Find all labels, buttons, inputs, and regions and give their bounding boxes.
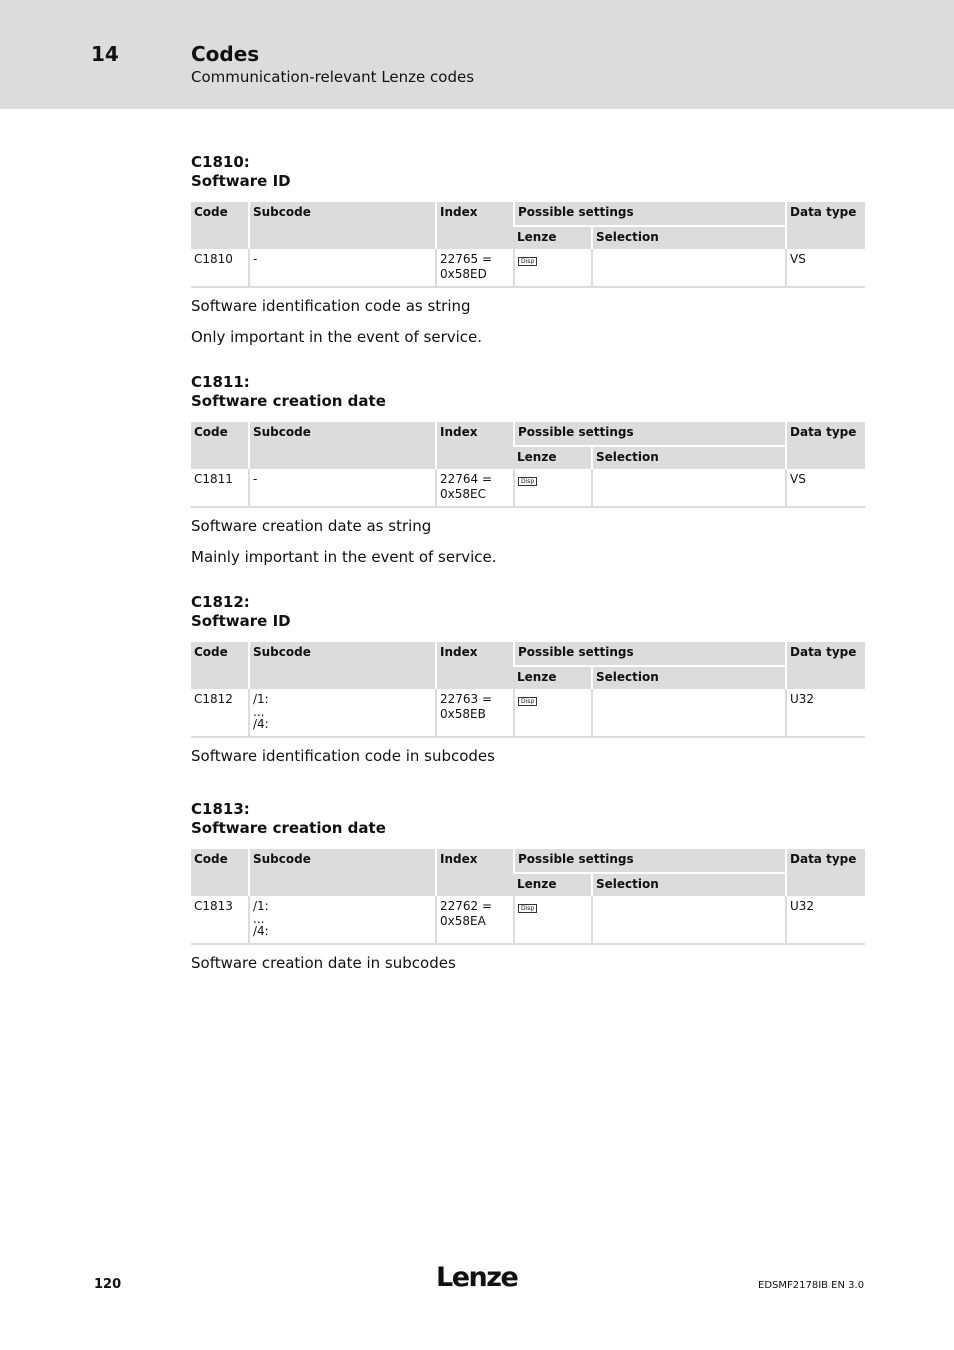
subcode-line: ... (253, 912, 265, 926)
index-line: 0x58EC (440, 487, 486, 501)
section-name: Software creation date (191, 392, 386, 410)
header-data-type: Data type (786, 202, 865, 249)
index-line: 22763 = (440, 692, 493, 706)
header-data-type: Data type (786, 642, 865, 689)
cell-lenze (514, 249, 592, 287)
cell-subcode (249, 689, 436, 737)
code-section-c1811 (191, 373, 865, 567)
description: Software identification code as string (191, 297, 471, 315)
header-index: Index (436, 202, 514, 249)
description: Only important in the event of service. (191, 328, 483, 346)
page-number: 120 (94, 1277, 122, 1292)
subcode-line: /1: (253, 899, 269, 913)
cell-selection (592, 689, 786, 737)
header-code: Code (191, 422, 249, 469)
code-section-c1813 (191, 800, 865, 973)
cell-data-type: VS (786, 469, 865, 507)
subcode-line: - (253, 472, 258, 486)
header-subcode: Subcode (249, 642, 436, 689)
code-table (191, 849, 865, 945)
description: Software identification code in subcodes (191, 747, 495, 765)
cell-data-type: U32 (786, 689, 865, 737)
chapter-number: 14 (91, 42, 119, 66)
section-code-heading: C1813: (191, 800, 250, 818)
index-line: 0x58EB (440, 707, 486, 721)
header-data-type: Data type (786, 849, 865, 896)
cell-data-type: U32 (786, 896, 865, 944)
chapter-subtitle: Communication-relevant Lenze codes (191, 68, 475, 86)
header-subcode: Subcode (249, 849, 436, 896)
disp-badge: Disp (518, 477, 537, 486)
cell-code: C1810 (191, 249, 249, 287)
cell-subcode (249, 469, 436, 507)
header-selection: Selection (592, 873, 786, 896)
cell-selection (592, 469, 786, 507)
cell-code: C1812 (191, 689, 249, 737)
chapter-title: Codes (191, 42, 260, 66)
cell-lenze (514, 689, 592, 737)
index-line: 22764 = (440, 472, 493, 486)
lenze-logo: Lenze (436, 1262, 518, 1293)
cell-index (436, 689, 514, 737)
code-section-c1810 (191, 153, 865, 347)
disp-badge: Disp (518, 697, 537, 706)
section-name: Software ID (191, 172, 291, 190)
subcode-line: /4: (253, 717, 269, 731)
section-name: Software creation date (191, 819, 386, 837)
code-table (191, 422, 865, 508)
header-lenze: Lenze (514, 873, 592, 896)
disp-badge: Disp (518, 257, 537, 266)
cell-index (436, 896, 514, 944)
table-row (191, 896, 865, 944)
header-index: Index (436, 422, 514, 469)
index-line: 22762 = (440, 899, 493, 913)
header-selection: Selection (592, 226, 786, 249)
cell-index (436, 249, 514, 287)
subcode-line: ... (253, 705, 265, 719)
header-lenze: Lenze (514, 226, 592, 249)
disp-badge: Disp (518, 904, 537, 913)
cell-selection (592, 249, 786, 287)
header-code: Code (191, 849, 249, 896)
header-index: Index (436, 849, 514, 896)
header-subcode: Subcode (249, 422, 436, 469)
cell-lenze (514, 896, 592, 944)
header-possible-settings: Possible settings (514, 422, 786, 446)
description: Mainly important in the event of service. (191, 548, 497, 566)
header-lenze: Lenze (514, 446, 592, 469)
header-data-type: Data type (786, 422, 865, 469)
header-subcode: Subcode (249, 202, 436, 249)
code-section-c1812 (191, 593, 865, 766)
table-row (191, 469, 865, 507)
header-selection: Selection (592, 666, 786, 689)
cell-subcode (249, 896, 436, 944)
section-code-heading: C1812: (191, 593, 250, 611)
table-row (191, 249, 865, 287)
document-id: EDSMF2178IB EN 3.0 (758, 1280, 865, 1291)
header-lenze: Lenze (514, 666, 592, 689)
cell-code: C1813 (191, 896, 249, 944)
code-table (191, 642, 865, 738)
header-possible-settings: Possible settings (514, 202, 786, 226)
cell-subcode (249, 249, 436, 287)
description: Software creation date as string (191, 517, 432, 535)
subcode-line: - (253, 252, 258, 266)
header-code: Code (191, 642, 249, 689)
cell-lenze (514, 469, 592, 507)
header-selection: Selection (592, 446, 786, 469)
subcode-line: /1: (253, 692, 269, 706)
code-table (191, 202, 865, 288)
cell-selection (592, 896, 786, 944)
section-code-heading: C1811: (191, 373, 250, 391)
cell-data-type: VS (786, 249, 865, 287)
section-name: Software ID (191, 612, 291, 630)
header-possible-settings: Possible settings (514, 642, 786, 666)
cell-index (436, 469, 514, 507)
index-line: 22765 = (440, 252, 493, 266)
section-code-heading: C1810: (191, 153, 250, 171)
header-possible-settings: Possible settings (514, 849, 786, 873)
cell-code: C1811 (191, 469, 249, 507)
index-line: 0x58ED (440, 267, 487, 281)
header-code: Code (191, 202, 249, 249)
chapter-header (0, 0, 954, 109)
header-index: Index (436, 642, 514, 689)
description: Software creation date in subcodes (191, 954, 456, 972)
subcode-line: /4: (253, 924, 269, 938)
table-row (191, 689, 865, 737)
index-line: 0x58EA (440, 914, 486, 928)
